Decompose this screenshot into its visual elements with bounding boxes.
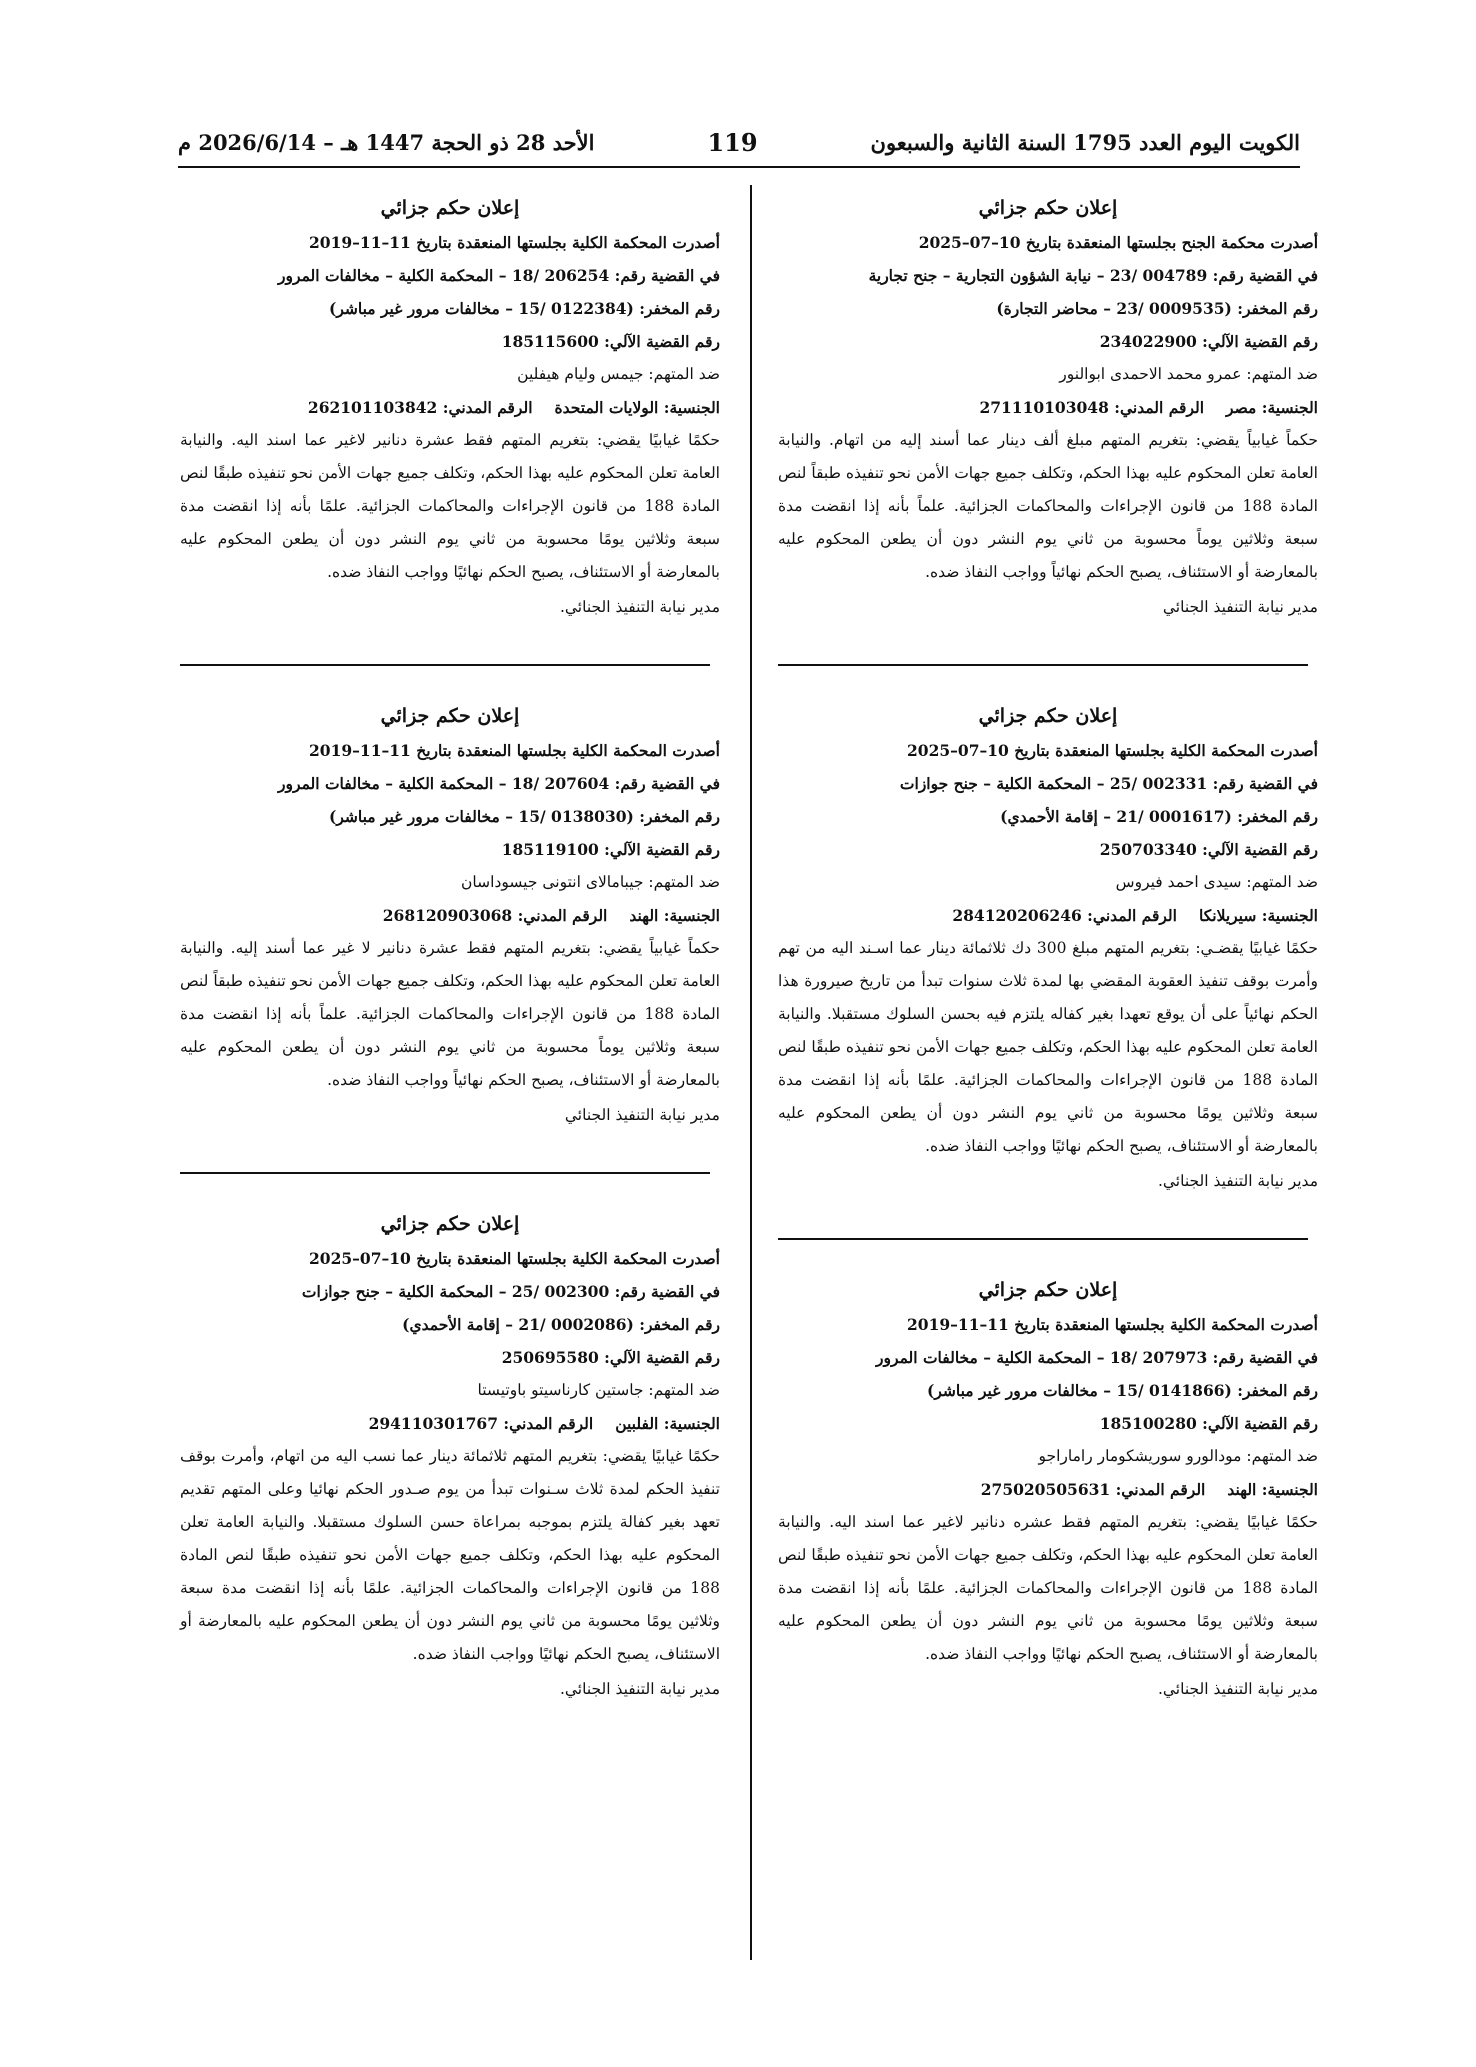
accused-name: ضد المتهم: عمرو محمد الاحمدى ابوالنور [1059,365,1318,383]
case-number: في القضية رقم: 004789 /23 – نيابة الشؤون التجارية – جنح تجارية [868,266,1318,285]
notice-title: إعلان حكم جزائي [380,1213,520,1235]
notice-separator [180,664,710,666]
notice [778,698,1318,1198]
nationality: الجنسية: مصر [1226,398,1318,417]
notice-title: إعلان حكم جزائي [978,705,1118,727]
case-number: في القضية رقم: 206254 /18 – المحكمة الكلية – مخالفات المرور [278,266,720,285]
verdict-text: حكمًا غيابيًا يقضي: بتغريم المتهم فقط عشره دنانير لاغير عما اسند اليه. والنيابة العامة تعلن المحكوم عليه بهذا الحكم، وتكلف جميع جهات الأمن نحو تنفيذه طبقًا لنص المادة 188 من قانون الإجراءات والمحاكمات الجزائية. علمًا بأنه إذا انقضت مدة سبعة وثلاثين يومًا محسوبة من ثاني يوم النشر دون أن يطعن المحكوم عليه بالمعارضة أو الاستئناف، يصبح الحكم نهائيًا وواجب النفاذ ضده. [778,1513,1318,1663]
issue-date: الأحد 28 ذو الحجة 1447 هـ – 2026/6/14 م [178,129,595,155]
header-rule [178,166,1300,168]
page-header [178,122,1300,162]
station-number: رقم المخفر: (0122384 /15 – مخالفات مرور غير مباشر) [329,299,720,318]
publication-info: الكويت اليوم العدد 1795 السنة الثانية والسبعون [870,129,1300,155]
signature: مدير نيابة التنفيذ الجنائي [564,1106,720,1124]
signature: مدير نيابة التنفيذ الجنائي. [1157,1680,1318,1698]
verdict-text: حكمًا غيابيًا يقضـي: بتغريم المتهم مبلغ 300 دك ثلاثمائة دينار عما اسـند اليه من تهم وأمرت بوقف تنفيذ العقوبة المقضي بها لمدة ثلاث سنوات تبدأ من تاريخ صيرورة هذا الحكم نهائياً على أن يوقع تعهدا بغير كفاله يلتزم فيه بحسن السلوك مستقبلا. والنيابة العامة تعلن المحكوم عليه بهذا الحكم، وتكلف جميع جهات الأمن نحو تنفيذه طبقًا لنص المادة 188 من قانون الإجراءات والمحاكمات الجزائية. علمًا بأنه إذا انقضت مدة سبعة وثلاثين يومًا محسوبة من ثاني يوم النشر دون أن يطعن المحكوم عليه بالمعارضة أو الاستئناف، يصبح الحكم نهائيًا وواجب النفاذ ضده. [778,939,1318,1155]
accused-name: ضد المتهم: مودالورو سوريشكومار راماراجو [1038,1447,1318,1465]
civil-id: الرقم المدني: 275020505631 [980,1480,1206,1499]
nationality: الجنسية: الفلبين [615,1414,720,1433]
notice [778,1272,1318,1706]
station-number: رقم المخفر: (0141866 /15 – مخالفات مرور غير مباشر) [927,1381,1318,1400]
notice-separator [180,1172,710,1174]
nationality-line [778,899,1318,932]
right-column [778,190,1318,1706]
issued-line: أصدرت المحكمة الكلية بجلستها المنعقدة بتاريخ 10–07–2025 [309,1249,720,1268]
signature: مدير نيابة التنفيذ الجنائي. [559,1680,720,1698]
station-number: رقم المخفر: (0138030 /15 – مخالفات مرور غير مباشر) [329,807,720,826]
verdict-text: حكمًا غيابيًا يقضي: بتغريم المتهم فقط عشرة دنانير لاغير عما اسند اليه. والنيابة العامة تعلن المحكوم عليه بهذا الحكم، وتكلف جميع جهات الأمن نحو تنفيذه طبقًا لنص المادة 188 من قانون الإجراءات والمحاكمات الجزائية. علمًا بأنه إذا انقضت مدة سبعة وثلاثين يومًا محسوبة من ثاني يوم النشر دون أن يطعن المحكوم عليه بالمعارضة أو الاستئناف، يصبح الحكم نهائيًا وواجب النفاذ ضده. [180,431,720,581]
notice [778,190,1318,624]
signature: مدير نيابة التنفيذ الجنائي. [559,598,720,616]
notice [180,698,720,1132]
accused-name: ضد المتهم: جاستين كارناسيتو باوتيستا [477,1381,720,1399]
auto-case-number: رقم القضية الآلي: 234022900 [1099,332,1318,351]
notice-separator [778,664,1308,666]
nationality-line [778,1473,1318,1506]
issued-line: أصدرت المحكمة الكلية بجلستها المنعقدة بتاريخ 11–11–2019 [309,741,720,760]
issued-line: أصدرت المحكمة الكلية بجلستها المنعقدة بتاريخ 11–11–2019 [907,1315,1318,1334]
auto-case-number: رقم القضية الآلي: 250695580 [501,1348,720,1367]
notice-separator [778,1238,1308,1240]
nationality-line [180,1407,720,1440]
auto-case-number: رقم القضية الآلي: 185115600 [501,332,720,351]
issued-line: أصدرت المحكمة الكلية بجلستها المنعقدة بتاريخ 10–07–2025 [907,741,1318,760]
nationality-line [778,391,1318,424]
notice [180,190,720,624]
case-number: في القضية رقم: 002300 /25 – المحكمة الكلية – جنح جوازات [301,1282,720,1301]
nationality: الجنسية: الولايات المتحدة [554,398,720,417]
accused-name: ضد المتهم: سيدى احمد فيروس [1115,873,1318,891]
notice-title: إعلان حكم جزائي [380,705,520,727]
nationality: الجنسية: سيريلانكا [1198,906,1318,925]
signature: مدير نيابة التنفيذ الجنائي [1162,598,1318,616]
nationality-line [180,899,720,932]
auto-case-number: رقم القضية الآلي: 250703340 [1099,840,1318,859]
nationality: الجنسية: الهند [1227,1480,1318,1499]
auto-case-number: رقم القضية الآلي: 185119100 [501,840,720,859]
accused-name: ضد المتهم: جيبامالاى انتونى جيسوداسان [461,873,720,891]
left-column [180,190,720,1706]
station-number: رقم المخفر: (0009535 /23 – محاضر التجارة) [996,299,1318,318]
civil-id: الرقم المدني: 262101103842 [307,398,533,417]
page-number: 119 [707,127,758,157]
notice-title: إعلان حكم جزائي [978,197,1118,219]
civil-id: الرقم المدني: 271110103048 [979,398,1205,417]
notice-title: إعلان حكم جزائي [978,1279,1118,1301]
verdict-text: حكمًا غيابيًا يقضي: بتغريم المتهم ثلاثمائة دينار عما نسب اليه من اتهام، وأمرت بوقف تنفيذ الحكم لمدة ثلاث سـنوات تبدأ من يوم صـدور الحكم نهائيا وعلى المتهم تقديم تعهد بغير كفالة يلتزم بموجبه بمراعاة حسن السلوك مستقبلا. والنيابة العامة تعلن المحكوم عليه بهذا الحكم، وتكلف جميع جهات الأمن نحو تنفيذه طبقًا لنص المادة 188 من قانون الإجراءات والمحاكمات الجزائية. علمًا بأنه إذا انقضت مدة سبعة وثلاثين يومًا محسوبة من ثاني يوم النشر دون أن يطعن المحكوم عليه بالمعارضة أو الاستئناف، يصبح الحكم نهائيًا وواجب النفاذ ضده. [180,1447,720,1663]
civil-id: الرقم المدني: 268120903068 [382,906,608,925]
case-number: في القضية رقم: 207973 /18 – المحكمة الكلية – مخالفات المرور [876,1348,1318,1367]
signature: مدير نيابة التنفيذ الجنائي. [1157,1172,1318,1190]
notice [180,1206,720,1706]
notice-title: إعلان حكم جزائي [380,197,520,219]
verdict-text: حكماً غيابياً يقضي: بتغريم المتهم فقط عشرة دنانير لا غير عما أسند إليه. والنيابة العامة تعلن المحكوم عليه بهذا الحكم، وتكلف جميع جهات الأمن نحو تنفيذه طبقاً لنص المادة 188 من قانون الإجراءات والمحاكمات الجزائية. علماً بأنه إذا انقضت مدة سبعة وثلاثين يوماً محسوبة من ثاني يوم النشر دون أن يطعن المحكوم عليه بالمعارضة أو الاستئناف، يصبح الحكم نهائياً وواجب النفاذ ضده. [180,939,720,1089]
column-divider [750,185,752,1960]
station-number: رقم المخفر: (0002086 /21 – إقامة الأحمدي) [402,1315,720,1334]
nationality-line [180,391,720,424]
civil-id: الرقم المدني: 284120206246 [952,906,1177,925]
case-number: في القضية رقم: 002331 /25 – المحكمة الكلية – جنح جوازات [899,774,1318,793]
accused-name: ضد المتهم: جيمس وليام هيفلين [517,365,720,383]
case-number: في القضية رقم: 207604 /18 – المحكمة الكلية – مخالفات المرور [278,774,720,793]
station-number: رقم المخفر: (0001617 /21 – إقامة الأحمدي) [1000,807,1318,826]
issued-line: أصدرت المحكمة الكلية بجلستها المنعقدة بتاريخ 11–11–2019 [309,233,720,252]
auto-case-number: رقم القضية الآلي: 185100280 [1099,1414,1318,1433]
verdict-text: حكماً غيابياً يقضي: بتغريم المتهم مبلغ ألف دينار عما أسند إليه من اتهام. والنيابة العامة تعلن المحكوم عليه بهذا الحكم، وتكلف جميع جهات الأمن نحو تنفيذه طبقاً لنص المادة 188 من قانون الإجراءات والمحاكمات الجزائية. علماً بأنه إذا انقضت مدة سبعة وثلاثين يوماً محسوبة من ثاني يوم النشر دون أن يطعن المحكوم عليه بالمعارضة أو الاستئناف، يصبح الحكم نهائياً وواجب النفاذ ضده. [778,431,1318,581]
nationality: الجنسية: الهند [629,906,720,925]
issued-line: أصدرت محكمة الجنح بجلستها المنعقدة بتاريخ 10–07–2025 [918,233,1318,252]
civil-id: الرقم المدني: 294110301767 [368,1414,594,1433]
